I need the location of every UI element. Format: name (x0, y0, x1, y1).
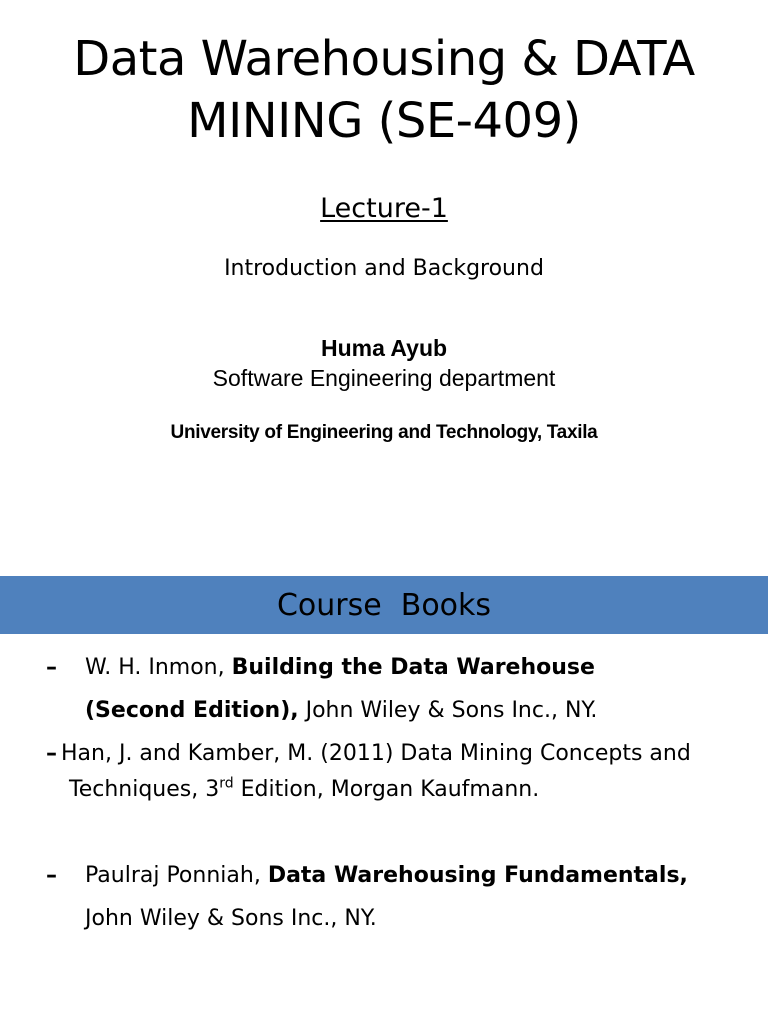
bullet-dash: – (46, 741, 57, 766)
author-name: Huma Ayub (320, 335, 448, 361)
book-line (61, 736, 691, 772)
book-publisher: John Wiley & Sons Inc., NY. (298, 698, 598, 723)
book-line (85, 858, 688, 894)
department: Software Engineering department (212, 365, 556, 391)
book-publisher: Edition, Morgan Kaufmann. (233, 777, 540, 802)
book-line (85, 693, 597, 729)
course-books-banner (0, 576, 768, 634)
book-title: Building the Data Warehouse (231, 655, 595, 680)
bullet-dash: – (46, 655, 57, 680)
book-publisher: John Wiley & Sons Inc., NY. (85, 906, 377, 931)
title-line-1: Data Warehousing & DATA (73, 31, 695, 87)
book-author: W. H. Inmon, (85, 655, 232, 680)
book-edition: (Second Edition), (85, 698, 299, 723)
book-citation-cont: Techniques, 3 (69, 777, 220, 802)
book-line (85, 650, 595, 686)
lecture-subtitle: Introduction and Background (224, 256, 544, 281)
book-title: Data Warehousing Fundamentals, (267, 863, 688, 888)
university: University of Engineering and Technology, Taxila (170, 422, 598, 443)
book-line (69, 772, 539, 808)
lecture-number: Lecture-1 (320, 193, 448, 224)
book-line (85, 901, 377, 937)
superscript: rd (219, 775, 234, 792)
bullet-dash: – (46, 863, 57, 888)
book-citation: Han, J. and Kamber, M. (2011) Data Mining Concepts and (61, 741, 691, 766)
title-line-2: MINING (SE-409) (187, 93, 581, 149)
course-books-heading: Course Books (276, 587, 492, 623)
book-author: Paulraj Ponniah, (85, 863, 268, 888)
slide-title (20, 28, 748, 152)
